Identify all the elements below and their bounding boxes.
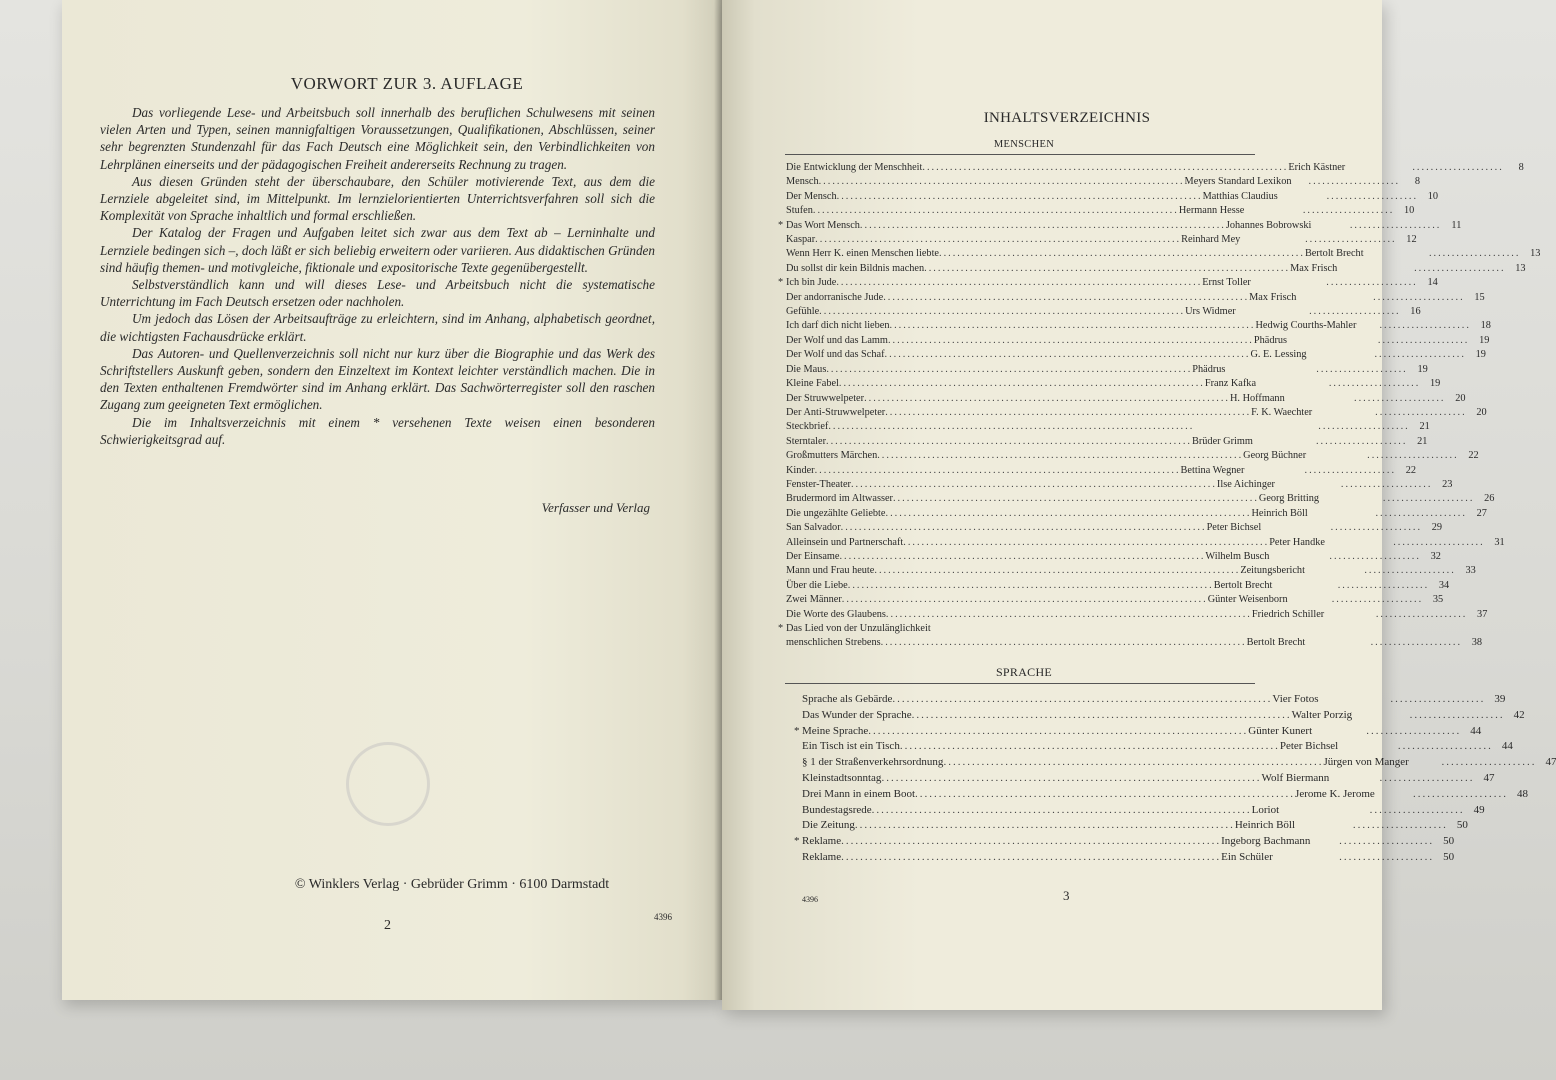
toc-entry-page: 44 (1470, 724, 1482, 737)
toc-entry-title: § 1 der Straßenverkehrsordnung (802, 756, 944, 769)
toc-entry-author: Franz Kafka (1204, 378, 1257, 390)
leader-dots: ................................................................................ (850, 478, 1217, 490)
toc-entry-author: Günter Kunert (1248, 724, 1313, 737)
toc-entry-title: Ich darf dich nicht lieben (786, 320, 890, 332)
toc-entry-author: Erich Kästner (1288, 162, 1346, 173)
toc-entry-title: Das Wunder der Sprache (802, 708, 912, 721)
leader-dots: .................... (1302, 205, 1395, 217)
divider (785, 683, 1255, 684)
toc-entry-title: Du sollst dir kein Bildnis machen (786, 262, 925, 274)
toc-entry-title: Großmutters Märchen (786, 450, 878, 462)
toc-entry (786, 521, 1443, 535)
toc-entry-title: Ich bin Jude (786, 277, 837, 289)
page-number-left: 2 (384, 918, 391, 933)
leader-dots: .................... (1382, 493, 1475, 505)
toc-entry (786, 363, 1428, 377)
toc-entry (786, 406, 1487, 420)
toc-entry-author: Wilhelm Busch (1205, 550, 1270, 562)
toc-entry-author: Peter Handke (1269, 536, 1325, 548)
toc-entry-author: Wolf Biermann (1261, 771, 1330, 784)
leader-dots: .................... (1441, 756, 1537, 769)
toc-entry-title: Über die Liebe (786, 579, 848, 591)
leader-dots: ................................................................................ (892, 693, 1273, 705)
toc-entry (786, 435, 1428, 449)
leader-dots: ................................................................................ (885, 507, 1252, 519)
leader-dots: ................................................................................ (828, 421, 1195, 433)
toc-entry-page: 13 (1515, 262, 1526, 274)
toc-entry (802, 771, 1495, 787)
toc-entry-page: 47 (1483, 771, 1495, 784)
toc-entry-page: 50 (1456, 819, 1468, 832)
leader-dots: .................... (1308, 176, 1401, 188)
toc-entry (786, 478, 1453, 492)
leader-dots: ................................................................................ (814, 464, 1181, 476)
toc-entry-author: Phädrus (1253, 334, 1288, 346)
toc-entry (786, 550, 1441, 564)
toc-entry-author: Günter Weisenborn (1207, 594, 1288, 606)
toc-entry-title: Sterntaler (786, 435, 827, 447)
leader-dots: .................... (1349, 219, 1442, 231)
copyright-line: © Winklers Verlag · Gebrüder Grimm · 6100 Darmstadt (294, 877, 610, 892)
toc-entry (802, 850, 1455, 866)
leader-dots: ................................................................................ (881, 771, 1262, 784)
leader-dots: ................................................................................ (836, 190, 1203, 202)
foreword-paragraph: Das Autoren- und Quellenverzeichnis soll nicht nur kurz über die Biographie und das Werk des Schriftstellers Auskunft geben, sondern den Einzeltext im Kontext leichter verständlich machen. Die in den Texten enthaltenen Fremdwörter sind im Anhang erklärt. Das Sachwörterregister soll den raschen Zugang zum geeigneten Text ermöglichen. (100, 345, 655, 413)
toc-entry-author: Walter Porzig (1291, 708, 1353, 721)
toc-entry-author: Hedwig Courths-Mahler (1255, 320, 1357, 332)
leader-dots: ................................................................................ (911, 708, 1292, 721)
foreword-body (100, 104, 655, 448)
toc-entry-title: Kinder (786, 464, 815, 476)
toc-entry (778, 219, 1462, 233)
toc-entry-page: 10 (1427, 190, 1439, 202)
toc-entry (778, 276, 1438, 290)
toc-entry-title: Meine Sprache (802, 724, 869, 737)
leader-dots: .................... (1329, 550, 1421, 562)
leader-dots: ................................................................................ (812, 205, 1179, 217)
toc-entry-author: Loriot (1251, 803, 1280, 816)
toc-entry-title: Die Zeitung (802, 819, 855, 832)
toc-entry-author: Johannes Bobrowski (1225, 219, 1312, 231)
leader-dots: ................................................................................ (847, 579, 1214, 591)
toc-entry-author: Ernst Toller (1202, 277, 1251, 289)
toc-entry (802, 708, 1525, 724)
toc-entry (786, 536, 1505, 550)
leader-dots: .................... (1409, 708, 1505, 721)
toc-entry-title: San Salvador (786, 522, 841, 534)
leader-dots: .................... (1352, 819, 1448, 832)
toc-entry (802, 692, 1506, 708)
toc-entry (802, 755, 1556, 771)
toc-entry-page: 12 (1406, 234, 1417, 246)
toc-entry-author: Georg Büchner (1243, 450, 1307, 462)
leader-dots: .................... (1318, 421, 1410, 433)
leader-dots: ................................................................................ (841, 594, 1208, 606)
toc-entry (786, 262, 1526, 276)
toc-entry-author: G. E. Lessing (1250, 349, 1307, 361)
toc-entry (786, 464, 1417, 478)
toc-entry (786, 593, 1444, 607)
leader-dots: .................... (1377, 334, 1470, 346)
toc-entry-author: Zeitungsbericht (1240, 565, 1305, 577)
toc-entry (786, 377, 1441, 391)
leader-dots: .................... (1370, 637, 1463, 649)
toc-entry-page: 38 (1471, 637, 1483, 649)
toc-entry-page: 19 (1430, 378, 1441, 390)
foreword-paragraph: Der Katalog der Fragen und Aufgaben leitet sich zwar aus dem Text ab – Lerninhalte und Lernziele bedingen sich –, doch läßt er sich beliebig erweitern oder variieren. Aus didaktischen Gründen sind häufig themen- und motivgleiche, fiktionale und expositorische Texte gegenübergestellt. (100, 225, 655, 275)
leader-dots: .................... (1369, 803, 1465, 816)
toc-entry-page: 20 (1476, 406, 1487, 418)
toc-entry-author: Heinrich Böll (1251, 507, 1308, 519)
show-through-logo-icon (346, 742, 430, 826)
toc-entry-title: Fenster-Theater (786, 478, 851, 490)
toc-entry-page: 15 (1474, 291, 1485, 303)
leader-dots: ................................................................................ (915, 787, 1296, 800)
leader-dots: ................................................................................ (868, 724, 1249, 737)
toc-entry-title: Kleinstadtsonntag (802, 771, 882, 784)
leader-dots: ................................................................................ (887, 334, 1254, 346)
leader-dots: .................... (1375, 608, 1468, 620)
leader-dots: ................................................................................ (922, 162, 1289, 173)
toc-entry (786, 420, 1430, 434)
leader-dots: .................... (1339, 850, 1435, 863)
right-page (722, 0, 1556, 1010)
toc-entry (786, 305, 1421, 319)
leader-dots: .................... (1337, 579, 1430, 591)
difficulty-star: * (794, 835, 800, 848)
toc-entry-author: H. Hoffmann (1230, 392, 1285, 404)
toc-entry (786, 608, 1488, 622)
toc-entry-page: 34 (1438, 579, 1450, 591)
leader-dots: .................... (1315, 435, 1408, 447)
leader-dots: ................................................................................ (924, 262, 1291, 274)
toc-entry-page: 48 (1517, 787, 1529, 800)
toc-entry-page: 8 (1414, 176, 1421, 188)
toc-entry-title: Zwei Männer (786, 594, 842, 606)
toc-entry-page: 44 (1501, 740, 1513, 753)
leader-dots: ................................................................................ (841, 835, 1222, 848)
toc-entry-page: 13 (1530, 248, 1541, 260)
toc-entry-author: Jürgen von Manger (1323, 756, 1409, 769)
leader-dots: ................................................................................ (815, 234, 1182, 246)
toc-entry-author: Urs Widmer (1185, 306, 1236, 318)
leader-dots: .................... (1304, 464, 1397, 476)
toc-entry-author: F. K. Waechter (1251, 406, 1313, 418)
toc-entry-author: Bertolt Brecht (1246, 637, 1306, 649)
toc-entry-page: 39 (1494, 693, 1506, 705)
toc-entry-page: 22 (1468, 450, 1479, 462)
leader-dots: .................... (1413, 787, 1509, 800)
toc-entry-title: Reklame (802, 835, 842, 848)
leader-dots: ................................................................................ (877, 450, 1244, 462)
toc-entry-author: Peter Bichsel (1206, 522, 1262, 534)
leader-dots: ................................................................................ (892, 493, 1259, 505)
toc-entry-title: Die Maus (786, 363, 827, 375)
toc-entry-title: Der Wolf und das Schaf (786, 349, 885, 361)
leader-dots: .................... (1330, 522, 1423, 534)
leader-dots: ................................................................................ (939, 248, 1305, 260)
leader-dots: .................... (1326, 277, 1418, 289)
toc-entry (794, 724, 1482, 740)
section-heading-sprache: SPRACHE (995, 665, 1053, 679)
toc-entry-page: 50 (1443, 850, 1455, 863)
toc-entry-title: Bundestagsrede (802, 803, 872, 816)
toc-entry (802, 787, 1529, 803)
toc-entry-page: 27 (1476, 507, 1487, 519)
leader-dots: ................................................................................ (839, 550, 1206, 562)
toc-entry-page: 31 (1494, 536, 1505, 548)
toc-entry-page: 26 (1484, 493, 1495, 505)
leader-dots: ................................................................................ (883, 291, 1250, 303)
leader-dots: .................... (1375, 507, 1467, 519)
difficulty-star: * (778, 219, 784, 231)
leader-dots: .................... (1397, 740, 1493, 753)
difficulty-star: * (778, 277, 784, 289)
toc-entry-author: Ingeborg Bachmann (1221, 835, 1311, 848)
toc-entry-page: 49 (1473, 803, 1485, 816)
page-number-right: 3 (1063, 888, 1070, 903)
leader-dots: .................... (1339, 835, 1435, 848)
leader-dots: ................................................................................ (871, 803, 1252, 816)
toc-entry-author: Georg Britting (1258, 493, 1320, 505)
toc-entry-author: Matthias Claudius (1202, 190, 1278, 202)
leader-dots: .................... (1326, 190, 1419, 202)
toc-entry-author: Ilse Aichinger (1216, 478, 1275, 490)
leader-dots: ................................................................................ (880, 637, 1247, 649)
toc-entry-title: Der andorranische Jude (786, 291, 884, 303)
leader-dots: ................................................................................ (889, 320, 1256, 332)
toc-entry-page: 21 (1419, 421, 1430, 433)
toc-entry (786, 204, 1415, 218)
leader-dots: ................................................................................ (826, 363, 1193, 375)
toc-entry-page: 19 (1475, 349, 1486, 361)
toc-title: INHALTSVERZEICHNIS (983, 110, 1151, 126)
foreword-paragraph: Das vorliegende Lese- und Arbeitsbuch soll innerhalb des beruflichen Schulwesens mit seinen vielen Arten und Typen, seinen mannigfaltigen Voraussetzungen, Qualifikationen, Abschlüssen, seiner sehr begrenzten Stundenzahl für das Fach Deutsch eine Möglichkeit sein, den Verbindlichkeiten von Lehrplänen einerseits und der pädagogischen Freiheit andererseits Rechnung zu tragen. (100, 105, 655, 172)
toc-entry (802, 818, 1468, 834)
leader-dots: ................................................................................ (841, 850, 1222, 863)
toc-entry-page: 14 (1427, 277, 1438, 289)
toc-entry-title: Ein Tisch ist ein Tisch (802, 740, 900, 753)
foreword-title: VORWORT ZUR 3. AUFLAGE (290, 74, 524, 93)
toc-entry-title: Der Struwwelpeter (786, 392, 865, 404)
foreword-paragraph: Um jedoch das Lösen der Arbeitsaufträge zu erleichtern, sind im Anhang, alphabetisch geordnet, die wichtigsten Fachausdrücke erklärt. (100, 311, 655, 344)
toc-entry-title: Der Anti-Struwwelpeter (786, 406, 886, 418)
leader-dots: .................... (1379, 320, 1471, 332)
toc-entry-page: 22 (1405, 464, 1417, 476)
toc-entry-title: Stufen (786, 205, 813, 217)
leader-dots: ................................................................................ (899, 740, 1280, 753)
divider (785, 154, 1255, 155)
toc-entry (786, 392, 1466, 406)
toc-entry-page: 20 (1455, 392, 1466, 404)
toc-entry (786, 348, 1486, 362)
print-code-left: 4396 (654, 912, 672, 922)
leader-dots: ................................................................................ (884, 349, 1251, 361)
leader-dots: .................... (1364, 565, 1456, 577)
toc-entry (786, 233, 1417, 247)
toc-entry-page: 47 (1545, 756, 1556, 769)
toc-entry-title: Alleinsein und Partnerschaft (786, 536, 904, 548)
toc-entry (786, 636, 1483, 650)
toc-entry (802, 739, 1513, 755)
toc-entry (786, 492, 1495, 506)
toc-entry-page: 16 (1410, 306, 1421, 318)
toc-entry-title: Kaspar (786, 234, 816, 246)
toc-entry-author: Friedrich Schiller (1251, 608, 1325, 620)
foreword-paragraph: Aus diesen Gründen steht der überschaubare, den Schüler motivierende Text, aus dem die Lernziele abgeleitet sind, im Mittelpunkt. Im lernzielorientierten Unterrichtsverfahren soll sich die Komplexität von Sprache inhaltlich und formal erschließen. (100, 173, 655, 224)
leader-dots: .................... (1331, 594, 1424, 606)
leader-dots: .................... (1373, 291, 1465, 303)
toc-entry (786, 579, 1450, 593)
toc-entry-page: 11 (1451, 219, 1462, 231)
leader-dots: ................................................................................ (903, 536, 1270, 548)
toc-entry-author: Bertolt Brecht (1213, 579, 1273, 591)
toc-entry-title: Die Entwicklung der Menschheit (786, 162, 923, 173)
leader-dots: ................................................................................ (854, 819, 1235, 832)
leader-dots: .................... (1375, 406, 1467, 418)
leader-dots: .................... (1393, 536, 1485, 548)
toc-entry-title: Das Wort Mensch (786, 219, 860, 231)
toc-entry (786, 291, 1485, 305)
toc-entry-page: 8 (1518, 162, 1524, 173)
toc-entry-page: 42 (1513, 708, 1525, 721)
toc-entry-author: Heinrich Böll (1234, 819, 1296, 832)
toc-entry-title: Der Einsame (786, 550, 840, 562)
toc-entry-title: Steckbrief (786, 421, 829, 433)
leader-dots: ................................................................................ (838, 378, 1205, 390)
leader-dots: .................... (1374, 349, 1466, 361)
toc-entry-author: Jerome K. Jerome (1295, 787, 1375, 800)
toc-entry-author: Bertolt Brecht (1304, 248, 1364, 260)
toc-entry-title: Kleine Fabel (786, 378, 839, 390)
leader-dots: .................... (1428, 248, 1521, 260)
toc-entry-author: Vier Fotos (1272, 693, 1319, 705)
print-code-right: 4396 (802, 895, 818, 904)
toc-entry-author: Max Frisch (1290, 262, 1338, 274)
toc-entry (786, 507, 1487, 521)
leader-dots: .................... (1367, 450, 1459, 462)
toc-list-sprache (794, 692, 1556, 866)
toc-entry-page: 33 (1465, 565, 1476, 577)
toc-entry-page: 18 (1480, 320, 1491, 332)
leader-dots: .................... (1366, 724, 1462, 737)
difficulty-star: * (794, 724, 800, 737)
leader-dots: .................... (1305, 234, 1397, 246)
toc-entry-title: Wenn Herr K. einen Menschen liebte (786, 248, 939, 260)
toc-entry (794, 834, 1455, 850)
toc-entry-title: Gefühle (786, 306, 820, 318)
leader-dots: .................... (1354, 392, 1446, 404)
toc-entry-title: Drei Mann in einem Boot (802, 787, 916, 800)
toc-entry (786, 449, 1479, 463)
toc-entry-author: Bettina Wegner (1180, 464, 1245, 476)
toc-entry (786, 190, 1439, 204)
toc-entry (786, 247, 1541, 261)
leader-dots: ................................................................................ (885, 608, 1252, 620)
toc-entry-page: 23 (1442, 478, 1453, 490)
toc-entry-page: 32 (1430, 550, 1441, 562)
leader-dots: ................................................................................ (818, 176, 1185, 188)
leader-dots: ................................................................................ (864, 392, 1230, 404)
toc-entry-title: Mann und Frau heute (786, 565, 875, 577)
toc-entry-author: Ein Schüler (1221, 850, 1273, 863)
leader-dots: ................................................................................ (885, 406, 1252, 418)
left-page (62, 0, 722, 1000)
toc-entry-title: Die ungezählte Geliebte (786, 507, 886, 519)
toc-entry (786, 175, 1421, 189)
leader-dots: ................................................................................ (826, 435, 1192, 447)
leader-dots: .................... (1328, 378, 1421, 390)
leader-dots: ................................................................................ (943, 756, 1324, 769)
toc-entry (786, 161, 1524, 175)
foreword-paragraph: Selbstverständlich kann und will dieses Lese- und Arbeitsbuch nicht die systematische Unterrichtung im Fach Deutsch ersetzen oder nachholen. (100, 277, 655, 310)
foreword-signature: Verfasser und Verlag (541, 500, 650, 515)
foreword-paragraph: Die im Inhaltsverzeichnis mit einem * versehenen Texte weisen einen besonderen Schwierigkeitsgrad auf. (100, 414, 655, 447)
leader-dots: .................... (1390, 693, 1486, 705)
toc-entry-author: Phädrus (1192, 363, 1226, 375)
section-heading-menschen: MENSCHEN (993, 139, 1055, 150)
leader-dots: .................... (1414, 262, 1506, 274)
toc-entry (778, 622, 1257, 636)
toc-entry-author: Reinhard Mey (1181, 234, 1241, 246)
toc-entry (786, 564, 1476, 578)
leader-dots: .................... (1412, 162, 1504, 173)
toc-entry (786, 319, 1491, 333)
toc-entry-title: Sprache als Gebärde (802, 693, 893, 705)
toc-entry-author: Peter Bichsel (1279, 740, 1339, 753)
leader-dots: ................................................................................ (819, 306, 1186, 318)
toc-entry-title: Die Worte des Glaubens (786, 608, 886, 620)
toc-list-menschen (778, 161, 1541, 651)
toc-entry-title: Der Wolf und das Lamm (786, 334, 888, 346)
toc-entry-title: Brudermord im Altwasser (786, 493, 893, 505)
toc-entry-page: 50 (1443, 835, 1455, 848)
toc-entry-page: 19 (1417, 363, 1428, 375)
toc-entry-page: 35 (1432, 594, 1444, 606)
difficulty-star: * (778, 623, 784, 634)
toc-entry (802, 803, 1485, 819)
leader-dots: ................................................................................ (859, 219, 1226, 231)
toc-entry-page: 29 (1431, 522, 1443, 534)
toc-entry-page: 21 (1417, 435, 1428, 447)
leader-dots: ................................................................................ (840, 522, 1207, 534)
leader-dots: .................... (1379, 771, 1475, 784)
leader-dots: ................................................................................ (836, 277, 1203, 289)
leader-dots: .................... (1316, 363, 1408, 375)
toc-entry-title: Der Mensch (786, 190, 837, 202)
toc-entry-page: 19 (1479, 334, 1490, 346)
toc-entry-author: Hermann Hesse (1178, 205, 1245, 217)
toc-entry-author: Max Frisch (1249, 291, 1297, 303)
leader-dots: .................... (1309, 306, 1401, 318)
toc-entry-page: 10 (1404, 205, 1415, 217)
toc-entry (786, 334, 1490, 348)
toc-entry-title: Mensch (786, 176, 819, 188)
toc-entry-title: Das Lied von der Unzulänglichkeit (786, 623, 931, 634)
toc-entry-author: Brüder Grimm (1191, 435, 1253, 447)
leader-dots: ................................................................................ (874, 565, 1241, 577)
toc-entry-title: menschlichen Strebens (786, 637, 881, 649)
leader-dots: .................... (1340, 478, 1433, 490)
toc-entry-author: Meyers Standard Lexikon (1184, 176, 1292, 188)
toc-entry-page: 37 (1477, 608, 1488, 620)
toc-entry-title: Reklame (802, 850, 842, 863)
